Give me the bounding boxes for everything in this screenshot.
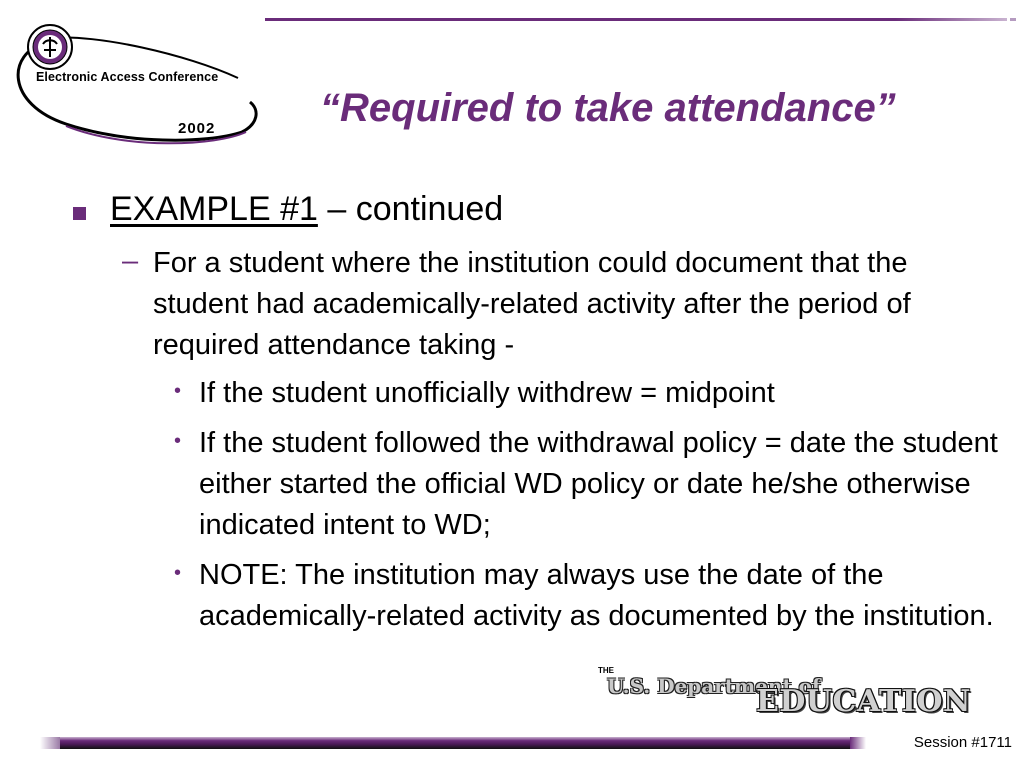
dot-bullet: •	[174, 430, 182, 452]
dot-bullet: •	[174, 562, 182, 584]
bottom-bar-fade-left	[40, 737, 60, 749]
slide-title: “Required to take attendance”	[320, 86, 896, 130]
doe-department-label: U.S. Department of	[607, 674, 821, 698]
example-continued: – continued	[317, 190, 504, 228]
dot-bullet: •	[174, 380, 182, 402]
dash-bullet: –	[122, 245, 139, 277]
level3-item: If the student followed the withdrawal policy = date the student either started the official WD policy or date he/she otherwise indicated intent to WD;	[199, 427, 998, 541]
session-label: Session #1711	[913, 734, 1012, 751]
doe-education-label: EDUCATION	[756, 684, 971, 719]
level2-item: For a student where the institution could document that the student had academically-related activity after the period of required attendance taking -	[153, 247, 911, 361]
bottom-bar-fade-right	[850, 737, 866, 749]
bottom-bar	[60, 737, 850, 749]
logo-title: Electronic Access Conference	[36, 70, 219, 84]
logo-year: 2002	[178, 120, 216, 137]
doe-the-label: THE	[598, 666, 614, 675]
level3-item: If the student unofficially withdrew = midpoint	[199, 377, 775, 409]
example-label: EXAMPLE #1	[110, 190, 318, 228]
square-bullet-icon	[73, 207, 86, 220]
level3-item: NOTE: The institution may always use the date of the academically-related activity as documented by the institution.	[199, 559, 994, 632]
level1-item	[110, 190, 503, 229]
